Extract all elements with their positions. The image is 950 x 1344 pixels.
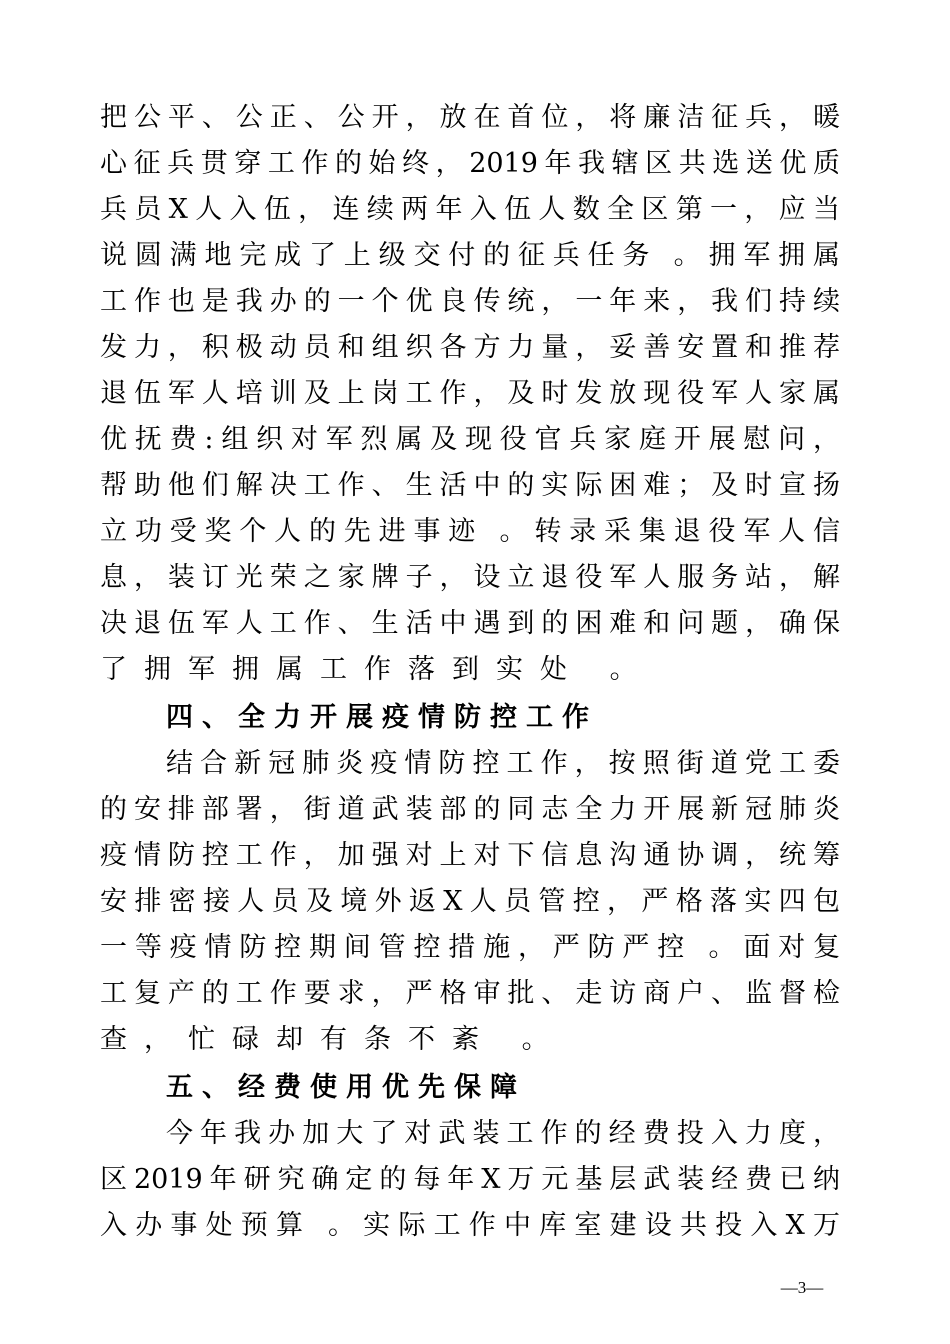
paragraph-line: 退伍军人培训及上岗工作，及时发放现役军人家属 xyxy=(100,378,840,409)
paragraph-line: 说圆满地完成了上级交付的征兵任务 。拥军拥属 xyxy=(100,240,840,271)
paragraph-line: 的安排部署，街道武装部的同志全力开展新冠肺炎 xyxy=(100,794,840,825)
paragraph-line: 优抚费:组织对军烈属及现役官兵家庭开展慰问， xyxy=(100,424,840,455)
paragraph-line: 区2019年研究确定的每年X万元基层武装经费已纳 xyxy=(100,1164,840,1195)
paragraph-line: 立功受奖个人的先进事迹 。转录采集退役军人信 xyxy=(100,516,840,547)
paragraph-line: 查，忙碌却有条不紊 。 xyxy=(100,1024,566,1055)
section-heading: 五、经费使用优先保障 xyxy=(166,1072,526,1103)
paragraph-line: 安排密接人员及境外返X人员管控，严格落实四包 xyxy=(100,886,840,917)
paragraph-line: 工作也是我办的一个优良传统，一年来，我们持续 xyxy=(100,286,840,317)
paragraph-line: 决退伍军人工作、生活中遇到的困难和问题，确保 xyxy=(100,608,840,639)
paragraph-line: 把公平、公正、公开，放在首位，将廉洁征兵，暖 xyxy=(100,102,840,133)
paragraph-line: 息，装订光荣之家牌子，设立退役军人服务站，解 xyxy=(100,562,840,593)
paragraph-line: 兵员X人入伍，连续两年入伍人数全区第一，应当 xyxy=(100,194,840,225)
paragraph-line: 心征兵贯穿工作的始终，2019年我辖区共选送优质 xyxy=(100,148,840,179)
paragraph-line: 一等疫情防控期间管控措施，严防严控 。面对复 xyxy=(100,932,840,963)
paragraph-line: 今年我办加大了对武装工作的经费投入力度， xyxy=(166,1118,840,1149)
paragraph-line: 疫情防控工作，加强对上对下信息沟通协调，统筹 xyxy=(100,840,840,871)
section-heading: 四、全力开展疫情防控工作 xyxy=(166,702,598,733)
paragraph-line: 工复产的工作要求，严格审批、走访商户、监督检 xyxy=(100,978,840,1009)
paragraph-line: 入办事处预算 。实际工作中库室建设共投入X万 xyxy=(100,1210,840,1241)
paragraph-line: 了拥军拥属工作落到实处 。 xyxy=(100,654,654,685)
paragraph-line: 发力，积极动员和组织各方力量，妥善安置和推荐 xyxy=(100,332,840,363)
page-number: —3— xyxy=(780,1278,824,1297)
paragraph-line: 结合新冠肺炎疫情防控工作，按照街道党工委 xyxy=(166,748,840,779)
paragraph-line: 帮助他们解决工作、生活中的实际困难；及时宣扬 xyxy=(100,470,840,501)
